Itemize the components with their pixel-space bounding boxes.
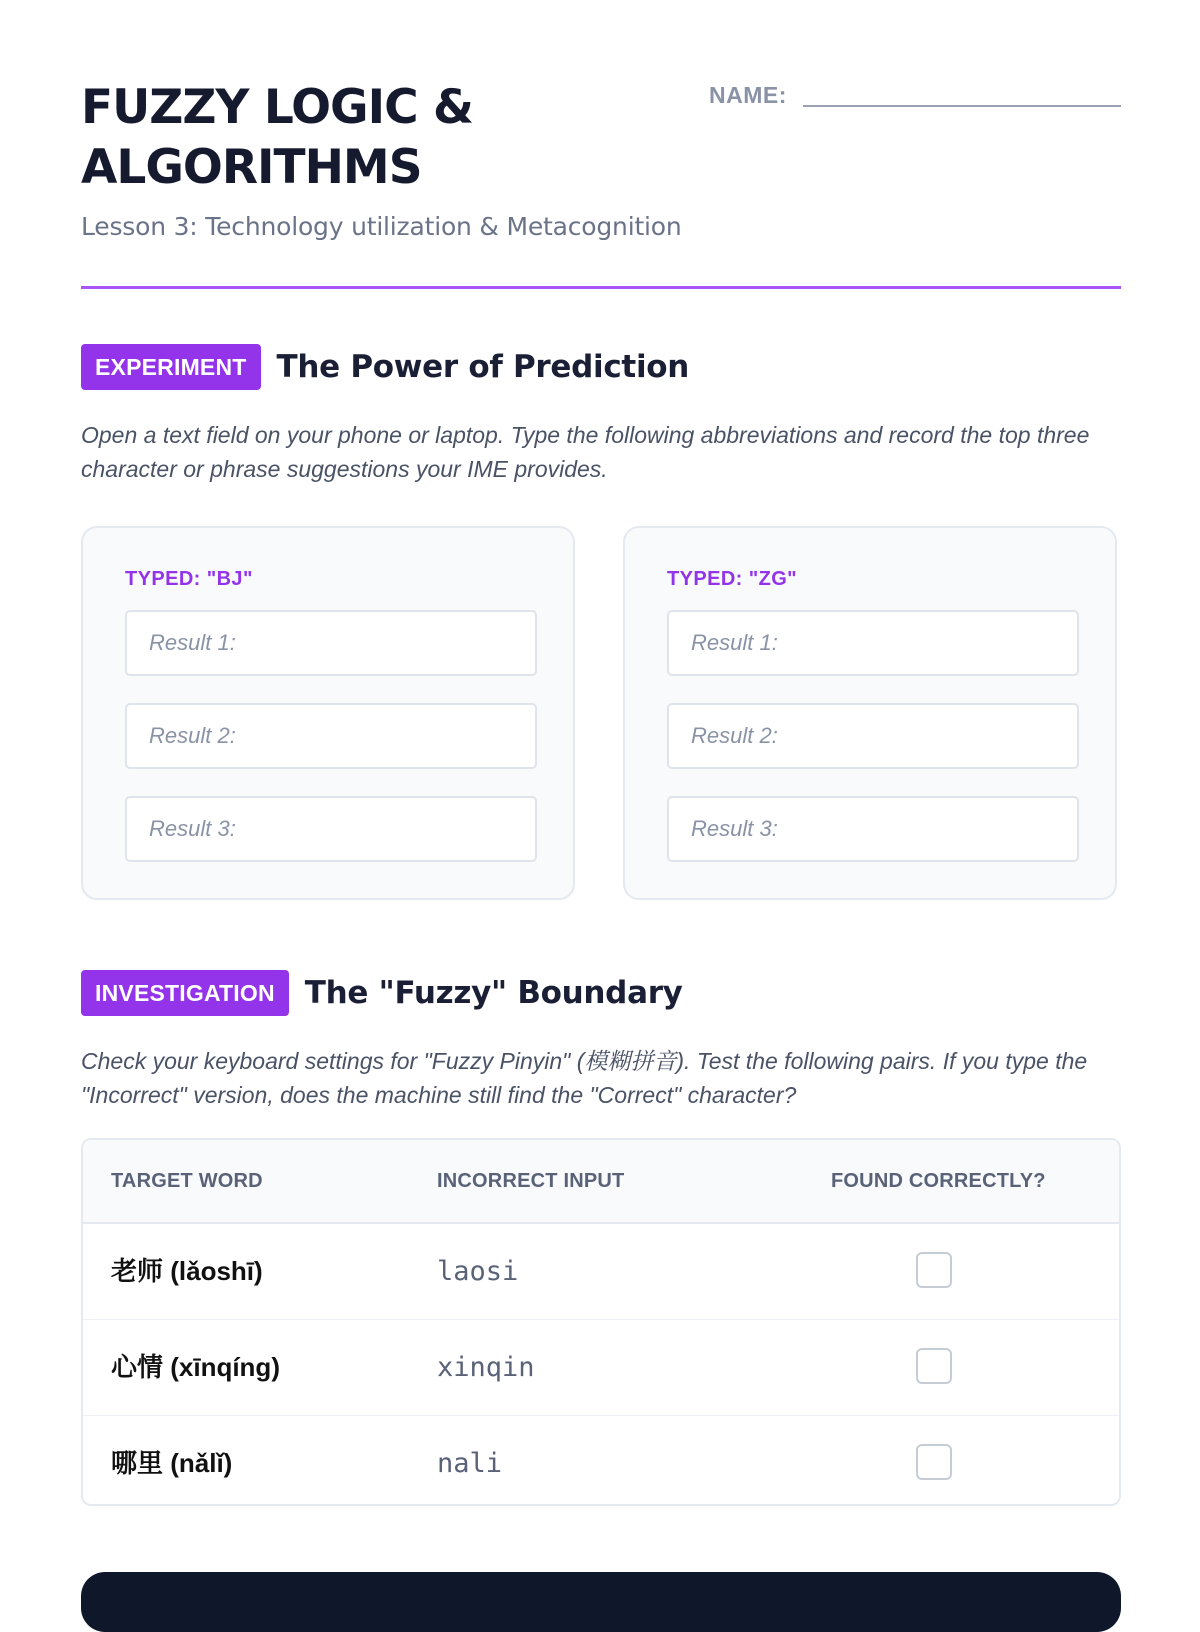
bj-card (81, 526, 575, 900)
header-incorrect-input: INCORRECT INPUT (437, 1170, 625, 1192)
bj-result-3-field[interactable]: Result 3: (125, 796, 537, 862)
incorrect-input-cell: xinqin (437, 1352, 535, 1383)
bj-card-label: TYPED: "BJ" (125, 568, 253, 590)
zg-result-1-field[interactable]: Result 1: (667, 610, 1079, 676)
zg-card-label: TYPED: "ZG" (667, 568, 798, 590)
name-label: NAME: (709, 82, 787, 108)
fuzzy-pinyin-table (81, 1138, 1121, 1506)
target-word-cell: 老师 (lǎoshī) (111, 1256, 263, 1286)
target-word-cell: 哪里 (nǎlǐ) (111, 1448, 233, 1478)
found-correctly-checkbox[interactable] (916, 1348, 952, 1384)
investigation-section-header (81, 970, 683, 1016)
zg-card (623, 526, 1117, 900)
bj-result-1-field[interactable]: Result 1: (125, 610, 537, 676)
page-title: FUZZY LOGIC & ALGORITHMS (81, 80, 473, 195)
table-row (83, 1320, 1119, 1416)
worksheet-header (81, 78, 1121, 241)
found-correctly-checkbox[interactable] (916, 1444, 952, 1480)
experiment-instructions: Open a text field on your phone or laptop. Type the following abbreviations and record the top three character or phrase suggestions your IME provides. (81, 422, 1090, 482)
bj-result-2-field[interactable]: Result 2: (125, 703, 537, 769)
header-found-correctly: FOUND CORRECTLY? (831, 1170, 1046, 1192)
name-blank-line[interactable] (803, 105, 1121, 107)
experiment-title: The Power of Prediction (276, 349, 690, 385)
lesson-subtitle: Lesson 3: Technology utilization & Metacognition (81, 212, 682, 241)
table-row (83, 1224, 1119, 1320)
incorrect-input-cell: laosi (437, 1256, 519, 1287)
incorrect-input-cell: nali (437, 1448, 503, 1479)
experiment-section-header (81, 344, 689, 390)
zg-result-3-field[interactable]: Result 3: (667, 796, 1079, 862)
investigation-badge: INVESTIGATION (81, 970, 289, 1016)
name-field (709, 82, 1121, 109)
table-row (83, 1416, 1119, 1506)
found-correctly-checkbox[interactable] (916, 1252, 952, 1288)
footer-panel (81, 1572, 1121, 1632)
table-header-row (83, 1140, 1119, 1224)
target-word-cell: 心情 (xīnqíng) (111, 1352, 280, 1382)
experiment-badge: EXPERIMENT (81, 344, 261, 390)
header-target-word: TARGET WORD (111, 1170, 263, 1192)
header-divider (81, 286, 1121, 289)
zg-result-2-field[interactable]: Result 2: (667, 703, 1079, 769)
investigation-title: The "Fuzzy" Boundary (304, 975, 683, 1011)
investigation-instructions: Check your keyboard settings for "Fuzzy Pinyin" (模糊拼音). Test the following pairs. If you type the "Incorrect" version, does the machine still find the "Correct" character? (81, 1048, 1088, 1108)
